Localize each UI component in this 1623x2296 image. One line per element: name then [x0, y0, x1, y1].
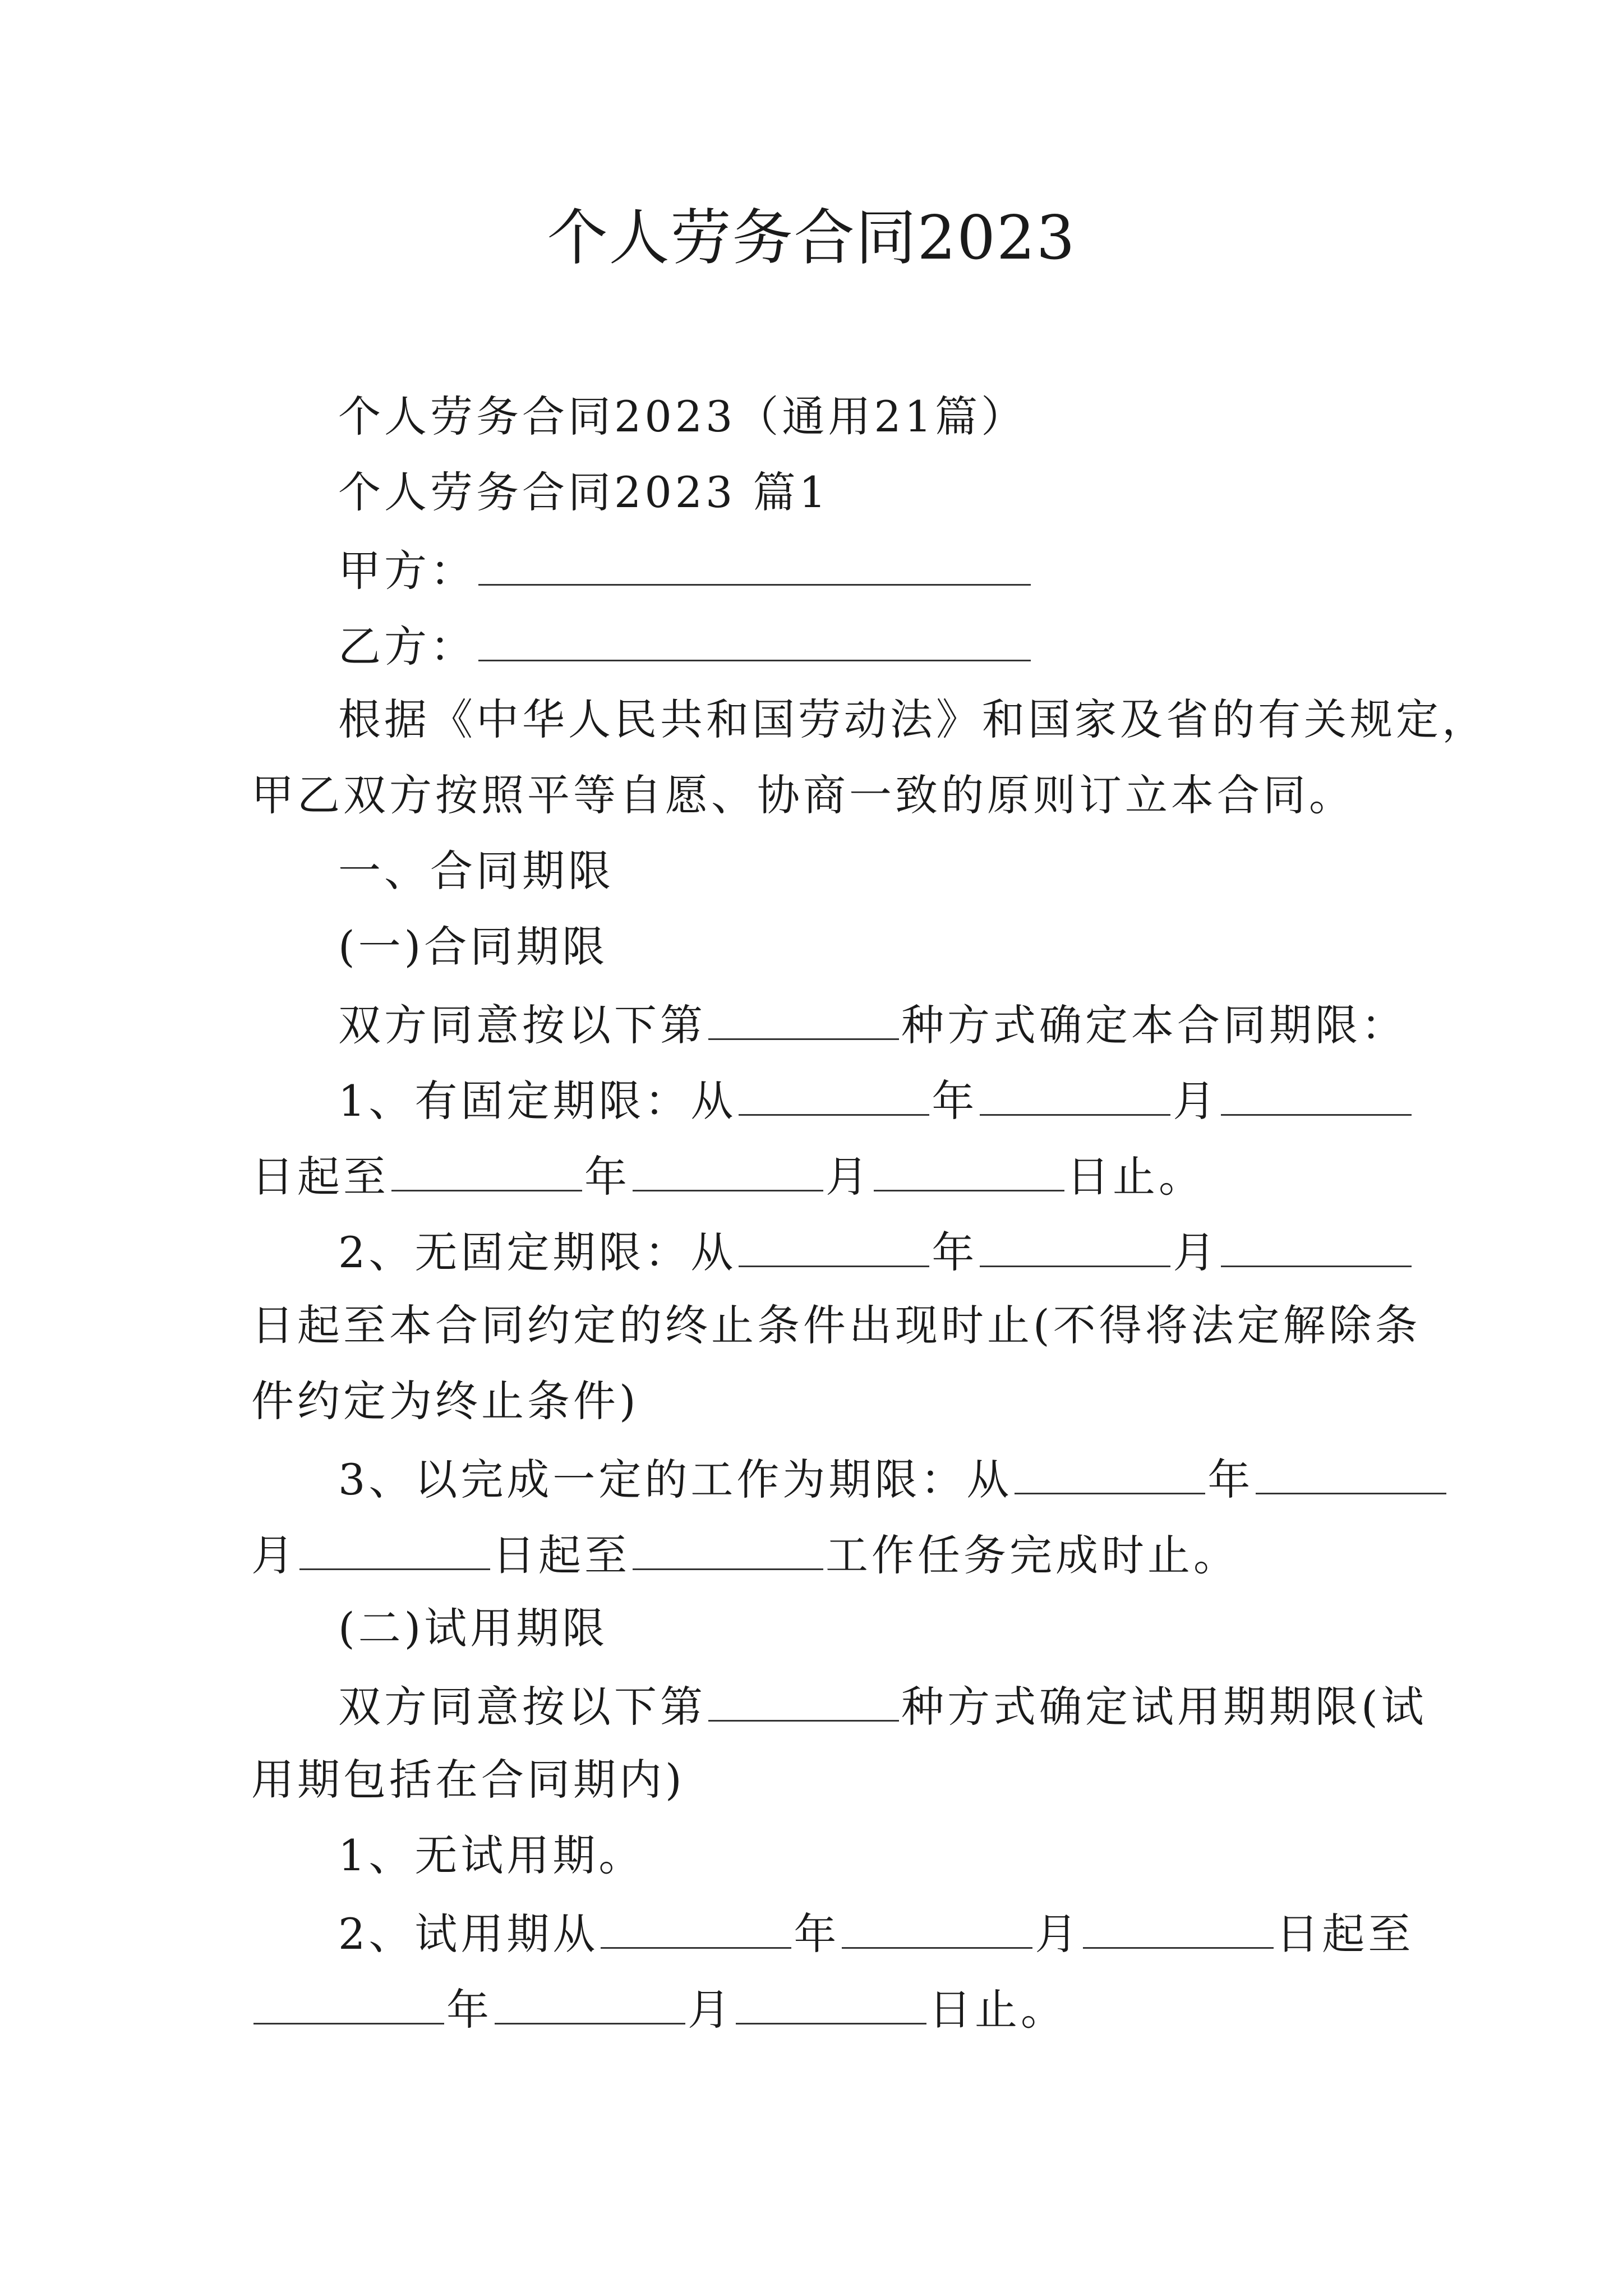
blank	[1015, 1449, 1205, 1494]
probation-choice-line-2: 用期包括在合同期内)	[251, 1755, 685, 1805]
blank	[874, 1146, 1064, 1191]
blank	[633, 1146, 823, 1191]
blank	[1083, 1903, 1274, 1949]
blank	[391, 1146, 582, 1191]
preamble-line-1: 根据《中华人民共和国劳动法》和国家及省的有关规定，	[338, 694, 1488, 744]
party-a-blank	[478, 540, 1031, 586]
document-subtitle: 个人劳务合同2023（通用21篇）	[338, 392, 1027, 441]
blank	[739, 1222, 929, 1267]
blank	[299, 1525, 490, 1570]
party-b-line: 乙方：	[251, 616, 1465, 675]
probation-choice-line-1: 双方同意按以下第 种方式确定试用期期限(试	[251, 1676, 1465, 1735]
open-term-line-3: 件约定为终止条件)	[251, 1376, 639, 1426]
probation-choice-blank	[708, 1676, 899, 1722]
blank	[980, 1070, 1170, 1116]
party-a-line: 甲方：	[251, 540, 1465, 599]
blank	[980, 1222, 1170, 1267]
blank	[495, 1979, 685, 2024]
probation-period-line-2: 年 月 日止。	[251, 1979, 1378, 2038]
term-choice-blank	[708, 995, 899, 1040]
party-b-blank	[478, 616, 1031, 661]
term-choice-line: 双方同意按以下第 种方式确定本合同期限：	[251, 995, 1465, 1053]
fixed-term-line-1: 1、有固定期限：从 年 月	[251, 1070, 1465, 1129]
heading-contract-term: 一、合同期限	[338, 846, 614, 896]
heading-probation: (二)试用期限	[338, 1603, 608, 1653]
blank	[253, 1979, 444, 2024]
document-title: 个人劳务合同2023	[547, 203, 1076, 273]
section-heading: 个人劳务合同2023 篇1	[338, 467, 829, 517]
subheading-contract-term: (一)合同期限	[338, 922, 608, 972]
blank	[736, 1979, 926, 2024]
task-term-line-1: 3、以完成一定的工作为期限：从 年	[251, 1449, 1465, 1508]
blank	[601, 1903, 791, 1949]
fixed-term-line-2: 日起至 年 月 日止。	[251, 1146, 1378, 1205]
blank	[1221, 1070, 1412, 1116]
blank	[842, 1903, 1032, 1949]
open-term-line-1: 2、无固定期限：从 年 月	[251, 1222, 1465, 1281]
blank	[739, 1070, 929, 1116]
preamble-line-2: 甲乙双方按照平等自愿、协商一致的原则订立本合同。	[251, 770, 1355, 820]
blank	[1256, 1449, 1446, 1494]
task-term-line-2: 月 日起至 工作任务完成时止。	[251, 1525, 1378, 1584]
no-probation-line: 1、无试用期。	[338, 1830, 645, 1880]
blank	[1221, 1222, 1412, 1267]
probation-period-line-1: 2、试用期从 年 月 日起至	[251, 1903, 1465, 1962]
open-term-line-2: 日起至本合同约定的终止条件出现时止(不得将法定解除条	[251, 1300, 1421, 1350]
blank	[633, 1525, 823, 1570]
